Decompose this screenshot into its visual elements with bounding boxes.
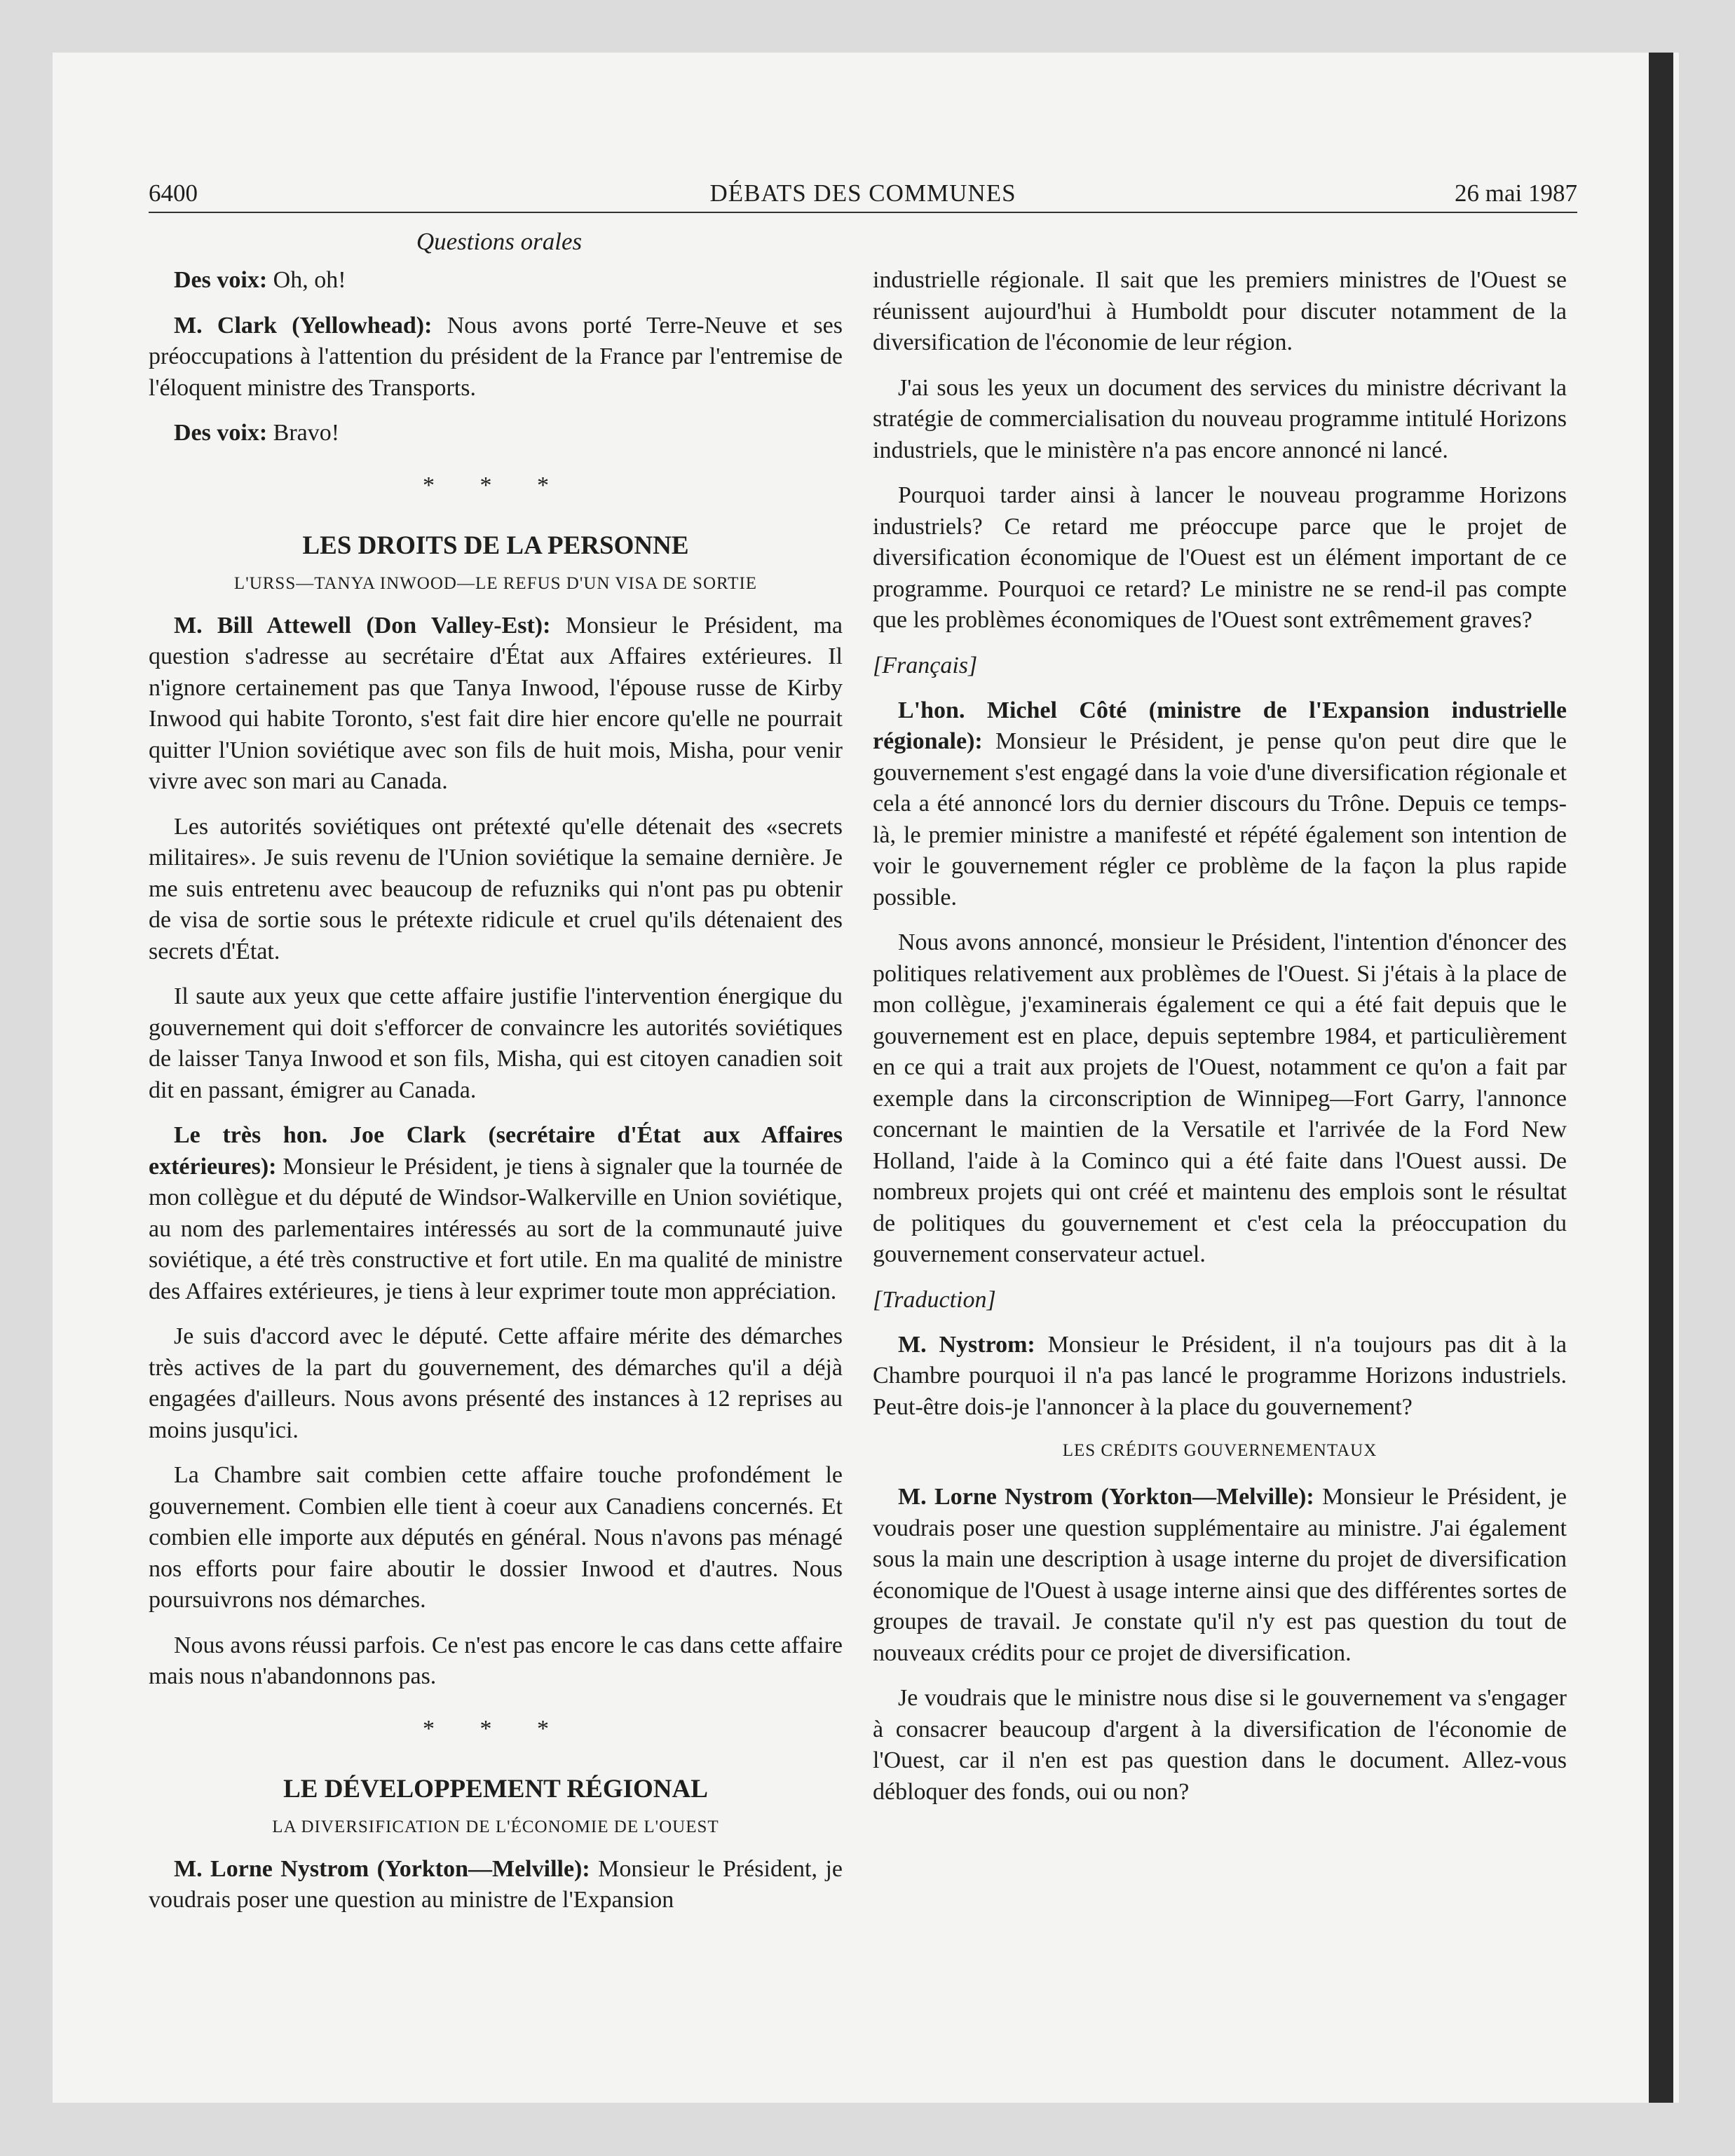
speech-text: Monsieur le Président, je voudrais poser une question au ministre de l'Expansion bbox=[149, 1855, 843, 1913]
speaker-name: L'hon. Michel Côté (ministre de l'Expansion industrielle régionale): bbox=[873, 697, 1567, 754]
speech-text: Bravo! bbox=[267, 420, 340, 446]
speaker-name: M. Lorne Nystrom (Yorkton—Melville): bbox=[898, 1484, 1314, 1510]
subsection-heading: L'URSS—TANYA INWOOD—LE REFUS D'UN VISA DE SORTIE bbox=[233, 573, 758, 593]
page-date: 26 mai 1987 bbox=[1455, 179, 1577, 207]
paragraph bbox=[149, 311, 843, 404]
paragraph bbox=[149, 418, 843, 449]
paragraph: Nous avons annoncé, monsieur le Président, l'intention d'énoncer des politiques relativement aux problèmes de l'Ouest. Si j'étais à la place de mon collègue, j'examinerais également ce qui a été fait depuis que le gouvernement est en place, depuis septembre 1984, et particulièrement en ce qui a trait aux projets de l'Ouest, notamment ce qu'on a fait par exemple dans la circonscription de Winnipeg—Fort Garry, l'annonce concernant le maintien de la Versatile et l'arrivée de la Ford New Holland, l'aide à la Cominco qui a été faite dans l'Ouest aussi. De nombreux projets qui ont créé et maintenu des emplois sont le résultat de politiques du gouvernement et c'est cela la préoccupation du gouvernement conservateur actuel. bbox=[873, 929, 1567, 1267]
paragraph: Il saute aux yeux que cette affaire justifie l'intervention énergique du gouvernement qui doit s'efforcer de convaincre les autorités soviétiques de laisser Tanya Inwood et son fils, Misha, qui est citoyen canadien soit dit en passant, émigrer au Canada. bbox=[149, 983, 843, 1103]
left-column bbox=[149, 265, 843, 1930]
language-marker: [Français] bbox=[873, 652, 978, 678]
paragraph bbox=[149, 1854, 843, 1916]
paragraph: Les autorités soviétiques ont prétexté qu'elle détenait des «secrets militaires». Je suis revenu de l'Union soviétique la semaine dernière. Je me suis entretenu avec beaucoup de refuzniks qui n'ont pas pu obtenir de visa de sortie sous le prétexte ridicule et cruel qu'ils détenaient des secrets d'État. bbox=[149, 813, 843, 964]
speaker-name: M. Clark (Yellowhead): bbox=[174, 312, 433, 339]
paragraph: Je voudrais que le ministre nous dise si le gouvernement va s'engager à consacrer beaucoup d'argent à la diversification de l'économie de l'Ouest, car il n'en est pas question dans le document. Allez-vous débloquer des fonds, oui ou non? bbox=[873, 1685, 1567, 1805]
section-heading: LES DROITS DE LA PERSONNE bbox=[302, 531, 689, 560]
page-header bbox=[149, 175, 1577, 213]
speech-text: Monsieur le Président, je tiens à signaler que la tournée de mon collègue et du député de Windsor-Walkerville en Union soviétique, au nom des parlementaires intéressés au sort de la communauté juive soviétique, a été très constructive et fort utile. En ma qualité de ministre des Affaires extérieures, je tiens à leur exprimer toute mon appréciation. bbox=[149, 1153, 843, 1304]
paragraph bbox=[149, 610, 843, 798]
subsection-heading: LES CRÉDITS GOUVERNEMENTAUX bbox=[1062, 1441, 1377, 1460]
paragraph: industrielle régionale. Il sait que les premiers ministres de l'Ouest se réunissent aujourd'hui à Humboldt pour discuter notamment de la diversification de l'économie de leur région. bbox=[873, 267, 1567, 355]
paragraph: Nous avons réussi parfois. Ce n'est pas encore le cas dans cette affaire mais nous n'abandonnons pas. bbox=[149, 1632, 843, 1689]
paragraph: Pourquoi tarder ainsi à lancer le nouveau programme Horizons industriels? Ce retard me préoccupe parce que le projet de diversification économique de l'Ouest est un élément important de ce programme. Pourquoi ce retard? Le ministre ne se rend-il pas compte que les problèmes économiques de l'Ouest sont extrêmement graves? bbox=[873, 482, 1567, 633]
paragraph: La Chambre sait combien cette affaire touche profondément le gouvernement. Combien elle tient à coeur aux Canadiens concernés. Et combien elle importe aux députés en général. Nous n'avons pas ménagé nos efforts pour faire aboutir le dossier Inwood et d'autres. Nous poursuivrons nos démarches. bbox=[149, 1462, 843, 1613]
scan-binding-edge bbox=[1649, 53, 1673, 2103]
paragraph: J'ai sous les yeux un document des services du ministre décrivant la stratégie de commercialisation du nouveau programme intitulé Horizons industriels, que le ministère n'a pas encore annoncé ni lancé. bbox=[873, 374, 1567, 463]
speaker-name: M. Bill Attewell (Don Valley-Est): bbox=[174, 612, 551, 639]
speech-text: Monsieur le Président, ma question s'adresse au secrétaire d'État aux Affaires extérieures. Il n'ignore certainement pas que Tanya Inwood, l'épouse russe de Kirby Inwood qui habite Toronto, s'est fait dire hier encore qu'elle ne pourrait quitter l'Union soviétique avec son fils de huit mois, Misha, pour venir vivre avec son mari au Canada. bbox=[149, 612, 843, 794]
paragraph bbox=[149, 265, 843, 296]
right-column bbox=[873, 265, 1567, 1822]
speech-text: Monsieur le Président, je voudrais poser une question supplémentaire au ministre. J'ai également sous la main une description à usage interne du projet de diversification économique de l'Ouest à usage interne ainsi que des différentes sortes de groupes de travail. Je constate qu'il n'y est pas question du tout de nouveaux crédits pour ce projet de diversification. bbox=[873, 1484, 1567, 1666]
speech-text: Monsieur le Président, je pense qu'on peut dire que le gouvernement s'est engagé dans la voie d'une diversification régionale et cela a été annoncé lors du dernier discours du Trône. Depuis ce temps-là, le premier ministre a manifesté et répété également son intention de voir le gouvernement régler ce problème de la façon la plus rapide possible. bbox=[873, 728, 1567, 910]
paragraph bbox=[873, 695, 1567, 914]
speech-text: Oh, oh! bbox=[267, 267, 346, 293]
section-divider: * * * bbox=[423, 1715, 569, 1742]
subsection-heading: LA DIVERSIFICATION DE L'ÉCONOMIE DE L'OUEST bbox=[272, 1817, 719, 1836]
paragraph bbox=[149, 1120, 843, 1307]
publication-title: DÉBATS DES COMMUNES bbox=[709, 179, 1016, 207]
paragraph bbox=[873, 1482, 1567, 1669]
speech-text: Monsieur le Président, il n'a toujours pas dit à la Chambre pourquoi il n'a pas lancé le programme Horizons industriels. Peut-être dois-je l'annoncer à la place du gouvernement? bbox=[873, 1331, 1567, 1420]
speaker-name: Le très hon. Joe Clark (secrétaire d'État aux Affaires extérieures): bbox=[149, 1122, 843, 1180]
speaker-name: M. Nystrom: bbox=[898, 1331, 1035, 1358]
speaker-name: M. Lorne Nystrom (Yorkton—Melville): bbox=[174, 1855, 590, 1882]
language-marker: [Traduction] bbox=[873, 1286, 996, 1313]
page-number: 6400 bbox=[149, 179, 198, 207]
section-divider: * * * bbox=[423, 472, 569, 498]
paragraph bbox=[873, 1330, 1567, 1424]
section-heading: LE DÉVELOPPEMENT RÉGIONAL bbox=[283, 1774, 708, 1803]
paragraph: Je suis d'accord avec le député. Cette affaire mérite des démarches très actives de la part du gouvernement, des démarches qu'il a déjà engagées d'ailleurs. Nous avons présenté des instances à 12 reprises au moins jusqu'ici. bbox=[149, 1323, 843, 1443]
speaker-name: Des voix: bbox=[174, 420, 268, 446]
speech-text: Nous avons porté Terre-Neuve et ses préoccupations à l'attention du président de la France par l'entremise de l'éloquent ministre des Transports. bbox=[149, 312, 843, 401]
speaker-name: Des voix: bbox=[174, 267, 268, 293]
section-label: Questions orales bbox=[416, 228, 583, 255]
